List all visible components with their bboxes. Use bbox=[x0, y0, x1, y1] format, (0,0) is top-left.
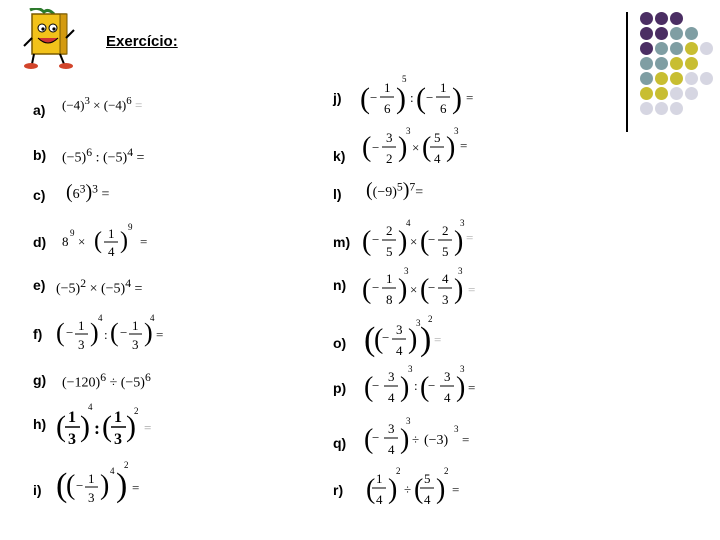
paren: ( bbox=[422, 132, 432, 163]
numerator: 4 bbox=[442, 271, 449, 286]
label-p: p) bbox=[333, 380, 347, 396]
decorative-dot bbox=[640, 12, 653, 25]
equals-sign: = bbox=[131, 281, 143, 297]
exponent: 3 bbox=[406, 126, 411, 136]
numerator: 3 bbox=[444, 369, 451, 384]
operator: × bbox=[412, 140, 420, 155]
paren: ) bbox=[402, 179, 410, 201]
expression-q bbox=[364, 416, 476, 462]
paren: ) bbox=[408, 324, 418, 355]
denominator: 8 bbox=[386, 292, 393, 307]
decorative-dot bbox=[655, 27, 668, 40]
operator: × bbox=[86, 281, 101, 297]
expression-c bbox=[66, 182, 109, 202]
paren: ( bbox=[414, 474, 424, 505]
label-l: l) bbox=[333, 186, 342, 202]
exponent: 3 bbox=[416, 318, 421, 328]
paren: ) bbox=[120, 228, 128, 254]
minus-sign: − bbox=[372, 140, 380, 155]
label-b: b) bbox=[33, 147, 47, 163]
denominator: 3 bbox=[114, 431, 122, 448]
exponent: 3 bbox=[458, 266, 463, 276]
label-j: j) bbox=[333, 90, 342, 106]
exponent: 3 bbox=[406, 416, 411, 426]
exponent: 9 bbox=[128, 222, 133, 232]
decorative-dot bbox=[700, 42, 713, 55]
paren: ) bbox=[400, 424, 410, 455]
expression-b bbox=[62, 147, 144, 166]
paren: ) bbox=[452, 82, 462, 115]
term: (−5) bbox=[62, 150, 87, 166]
expression-o bbox=[364, 312, 448, 362]
term: (−4) bbox=[62, 97, 85, 113]
denominator: 4 bbox=[444, 390, 451, 405]
paren: ) bbox=[100, 470, 110, 501]
paren: ( bbox=[420, 226, 430, 257]
decorative-dot bbox=[700, 72, 713, 85]
operator: × bbox=[78, 234, 86, 249]
operator: ÷ bbox=[106, 375, 121, 391]
decorative-dot bbox=[655, 42, 668, 55]
exponent: 3 bbox=[408, 364, 413, 374]
denominator: 4 bbox=[376, 492, 383, 507]
denominator: 6 bbox=[440, 101, 447, 116]
minus-sign: − bbox=[382, 330, 390, 345]
decorative-dot bbox=[670, 87, 683, 100]
operator: : bbox=[104, 327, 108, 342]
equals-sign: = bbox=[144, 420, 152, 435]
base: 6 bbox=[72, 187, 80, 202]
minus-sign: − bbox=[428, 378, 436, 393]
paren: ) bbox=[388, 474, 398, 505]
paren: ) bbox=[398, 226, 408, 257]
equals-sign: = bbox=[466, 230, 474, 245]
label-a: a) bbox=[33, 102, 46, 118]
expression-p bbox=[364, 364, 482, 410]
denominator: 3 bbox=[442, 292, 449, 307]
decorative-dot bbox=[640, 87, 653, 100]
decorative-dot bbox=[670, 42, 683, 55]
decorative-dot bbox=[640, 42, 653, 55]
label-e: e) bbox=[33, 277, 46, 293]
equals-sign: = bbox=[415, 185, 424, 200]
decorative-dot bbox=[640, 102, 653, 115]
term: (−5) bbox=[120, 375, 145, 391]
numerator: 3 bbox=[386, 130, 393, 145]
decorative-dot bbox=[685, 72, 698, 85]
equals-sign: = bbox=[98, 187, 110, 202]
paren: ( bbox=[362, 274, 372, 305]
label-q: q) bbox=[333, 435, 347, 451]
equals-sign: = bbox=[131, 97, 143, 113]
minus-sign: − bbox=[426, 90, 434, 105]
term: (−4) bbox=[103, 97, 127, 113]
expression-h bbox=[56, 402, 156, 452]
paren: ( bbox=[364, 424, 374, 455]
operator: : bbox=[92, 150, 103, 166]
minus-sign: − bbox=[428, 280, 436, 295]
paren: ( bbox=[366, 474, 376, 505]
paren: ) bbox=[400, 372, 410, 403]
base: (−9) bbox=[372, 185, 397, 200]
denominator: 5 bbox=[442, 244, 449, 259]
denominator: 4 bbox=[388, 442, 395, 457]
paren: ( bbox=[56, 410, 66, 443]
exponent: 4 bbox=[125, 277, 132, 290]
numerator: 1 bbox=[114, 409, 122, 426]
minus-sign: − bbox=[76, 478, 84, 493]
decorative-dot bbox=[670, 102, 683, 115]
exponent: 4 bbox=[150, 313, 155, 323]
exponent: 6 bbox=[100, 371, 107, 384]
numerator: 1 bbox=[78, 318, 85, 333]
decorative-dot bbox=[655, 87, 668, 100]
denominator: 6 bbox=[384, 101, 391, 116]
decorative-dot bbox=[670, 27, 683, 40]
operator: × bbox=[89, 97, 104, 113]
numerator: 1 bbox=[132, 318, 139, 333]
exponent: 4 bbox=[127, 146, 134, 159]
denominator: 3 bbox=[78, 337, 85, 352]
decorative-dot bbox=[685, 27, 698, 40]
operator: : bbox=[410, 90, 414, 105]
term: (−5) bbox=[102, 150, 128, 166]
term: (−5) bbox=[56, 281, 81, 297]
equals-sign: = bbox=[462, 432, 470, 447]
operator: × bbox=[410, 234, 418, 249]
equals-sign: = bbox=[133, 150, 145, 166]
numerator: 2 bbox=[386, 223, 393, 238]
exponent: 2 bbox=[124, 460, 129, 470]
paren: ( bbox=[102, 410, 112, 443]
paren: ) bbox=[85, 181, 93, 203]
exponent: 3 bbox=[454, 424, 459, 434]
exponent: 2 bbox=[428, 314, 433, 324]
paren: ( bbox=[366, 179, 373, 201]
numerator: 3 bbox=[388, 369, 395, 384]
exponent: 6 bbox=[86, 146, 93, 159]
paren: ( bbox=[66, 181, 73, 203]
paren: ( bbox=[56, 467, 68, 504]
equals-sign: = bbox=[132, 480, 140, 495]
paren: ( bbox=[364, 321, 376, 358]
exponent: 3 bbox=[84, 95, 90, 107]
paren: ) bbox=[454, 226, 464, 257]
decorative-dot bbox=[685, 57, 698, 70]
paren: ( bbox=[362, 226, 372, 257]
decorative-dot bbox=[640, 57, 653, 70]
paren: ( bbox=[420, 274, 430, 305]
paren: ) bbox=[446, 132, 456, 163]
paren: ( bbox=[420, 372, 430, 403]
numerator: 2 bbox=[442, 223, 449, 238]
minus-sign: − bbox=[66, 325, 74, 340]
equals-sign: = bbox=[434, 332, 442, 347]
label-c: c) bbox=[33, 187, 46, 203]
numerator: 5 bbox=[424, 471, 431, 486]
equals-sign: = bbox=[460, 138, 468, 153]
paren: ) bbox=[454, 274, 464, 305]
denominator: 3 bbox=[88, 490, 95, 505]
paren: ) bbox=[398, 132, 408, 163]
label-k: k) bbox=[333, 148, 346, 164]
exponent: 7 bbox=[409, 180, 416, 194]
numerator: 1 bbox=[376, 471, 383, 486]
decorative-dot bbox=[670, 57, 683, 70]
decorative-dot bbox=[640, 72, 653, 85]
paren: ) bbox=[420, 321, 432, 358]
paren: ) bbox=[80, 410, 90, 443]
denominator: 4 bbox=[108, 244, 115, 259]
exponent: 3 bbox=[460, 218, 465, 228]
term: (−120) bbox=[62, 375, 101, 391]
term: (−3) bbox=[424, 433, 449, 448]
exponent: 2 bbox=[134, 406, 139, 416]
decorative-dot bbox=[655, 102, 668, 115]
paren: ) bbox=[90, 318, 99, 347]
exponent: 3 bbox=[79, 182, 86, 196]
expression-j bbox=[360, 74, 484, 120]
decorative-dot bbox=[670, 72, 683, 85]
decorative-divider bbox=[626, 12, 628, 132]
label-r: r) bbox=[333, 482, 344, 498]
paren: ) bbox=[436, 474, 446, 505]
paren: ( bbox=[364, 372, 374, 403]
denominator: 3 bbox=[68, 431, 76, 448]
equals-sign: = bbox=[468, 380, 476, 395]
exponent: 3 bbox=[404, 266, 409, 276]
numerator: 3 bbox=[396, 322, 403, 337]
expression-i bbox=[56, 460, 148, 510]
numerator: 1 bbox=[440, 80, 447, 95]
paren: ) bbox=[116, 467, 128, 504]
label-o: o) bbox=[333, 335, 347, 351]
denominator: 4 bbox=[434, 151, 441, 166]
label-m: m) bbox=[333, 234, 351, 250]
minus-sign: − bbox=[370, 90, 378, 105]
expression-l bbox=[366, 180, 423, 200]
expression-f bbox=[56, 313, 168, 355]
term: (−5) bbox=[100, 281, 126, 297]
numerator: 5 bbox=[434, 130, 441, 145]
exponent: 5 bbox=[396, 180, 403, 194]
denominator: 4 bbox=[424, 492, 431, 507]
term: 8 bbox=[62, 234, 69, 249]
decorative-dot bbox=[670, 12, 683, 25]
decorative-dot-grid bbox=[640, 12, 720, 122]
decorative-dot bbox=[655, 12, 668, 25]
exponent: 6 bbox=[126, 95, 132, 107]
decorative-dot bbox=[685, 87, 698, 100]
equals-sign: = bbox=[466, 90, 474, 105]
page-title: Exercício: bbox=[106, 33, 178, 50]
decorative-dot bbox=[655, 72, 668, 85]
minus-sign: − bbox=[428, 232, 436, 247]
decorative-dot bbox=[655, 57, 668, 70]
expression-d bbox=[62, 222, 152, 262]
operator: : bbox=[94, 418, 100, 438]
paren: ) bbox=[456, 372, 466, 403]
expression-m bbox=[362, 218, 478, 264]
denominator: 2 bbox=[386, 151, 393, 166]
decorative-dot bbox=[685, 42, 698, 55]
paren: ( bbox=[360, 82, 370, 115]
denominator: 5 bbox=[386, 244, 393, 259]
equals-sign: = bbox=[140, 234, 148, 249]
paren: ) bbox=[144, 318, 153, 347]
paren: ( bbox=[94, 228, 102, 254]
equals-sign: = bbox=[156, 327, 164, 342]
exponent: 5 bbox=[402, 74, 407, 84]
exponent: 4 bbox=[110, 466, 115, 476]
exponent: 2 bbox=[80, 277, 87, 290]
minus-sign: − bbox=[372, 232, 380, 247]
numerator: 1 bbox=[68, 409, 76, 426]
label-g: g) bbox=[33, 372, 47, 388]
paren: ( bbox=[416, 82, 426, 115]
minus-sign: − bbox=[372, 430, 380, 445]
minus-sign: − bbox=[372, 280, 380, 295]
exponent: 3 bbox=[460, 364, 465, 374]
paren: ( bbox=[110, 318, 119, 347]
exponent: 4 bbox=[406, 218, 411, 228]
numerator: 1 bbox=[108, 226, 115, 241]
exponent: 2 bbox=[396, 466, 401, 476]
minus-sign: − bbox=[372, 378, 380, 393]
label-i: i) bbox=[33, 482, 42, 498]
operator: : bbox=[414, 378, 418, 393]
exponent: 4 bbox=[88, 402, 93, 412]
expression-g bbox=[62, 372, 151, 391]
exponent: 3 bbox=[92, 182, 98, 196]
denominator: 4 bbox=[396, 343, 403, 358]
operator: ÷ bbox=[404, 482, 412, 497]
paren: ( bbox=[374, 324, 384, 355]
numerator: 1 bbox=[88, 471, 95, 486]
exponent: 3 bbox=[454, 126, 459, 136]
exponent: 2 bbox=[444, 466, 449, 476]
expression-a bbox=[62, 96, 142, 111]
paren: ) bbox=[396, 82, 406, 115]
denominator: 3 bbox=[132, 337, 139, 352]
denominator: 4 bbox=[388, 390, 395, 405]
label-n: n) bbox=[333, 277, 347, 293]
paren: ) bbox=[398, 274, 408, 305]
exponent: 6 bbox=[144, 371, 151, 384]
decorative-dot bbox=[640, 27, 653, 40]
expression-r bbox=[366, 466, 470, 512]
numerator: 1 bbox=[384, 80, 391, 95]
operator: × bbox=[410, 282, 418, 297]
numerator: 3 bbox=[388, 421, 395, 436]
exponent: 9 bbox=[70, 228, 75, 238]
equals-sign: = bbox=[452, 482, 460, 497]
book-mascot-icon bbox=[20, 8, 80, 70]
paren: ( bbox=[56, 318, 65, 347]
minus-sign: − bbox=[120, 325, 128, 340]
operator: ÷ bbox=[412, 432, 420, 447]
label-f: f) bbox=[33, 326, 43, 342]
exponent: 4 bbox=[98, 313, 103, 323]
numerator: 1 bbox=[386, 271, 393, 286]
equals-sign: = bbox=[468, 282, 476, 297]
paren: ( bbox=[66, 470, 76, 501]
paren: ( bbox=[362, 132, 372, 163]
expression-e bbox=[56, 278, 142, 297]
label-h: h) bbox=[33, 416, 47, 432]
paren: ) bbox=[126, 410, 136, 443]
expression-n bbox=[362, 266, 480, 312]
expression-k bbox=[362, 124, 476, 170]
label-d: d) bbox=[33, 234, 47, 250]
